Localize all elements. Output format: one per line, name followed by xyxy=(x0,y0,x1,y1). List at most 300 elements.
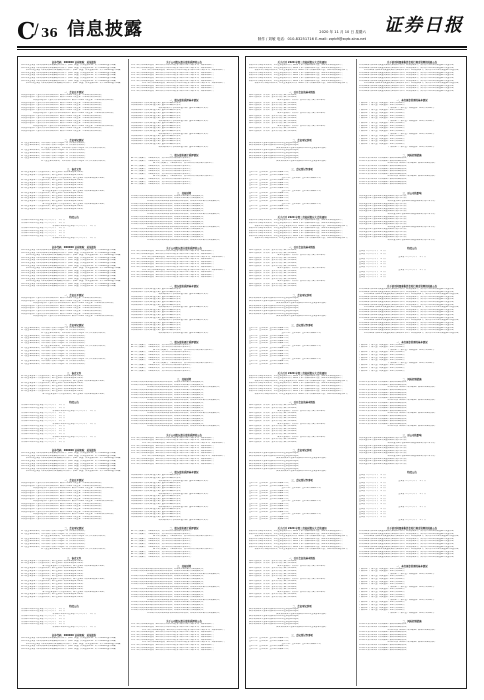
announcement-text-line: 第八届董事会第二十次会议决议；独立董事关于相关事项的独立意见。 xyxy=(42,379,106,382)
announcement-text-line: 股东大会届次、召集人、会议召开的合法合规性说明。 xyxy=(249,438,299,441)
announcement-text-line: 第八届董事会第二十次会议决议；独立董事关于相关事项的独立意见。 xyxy=(42,564,106,567)
announcement-heading: 二、会议审议情况 xyxy=(64,526,84,530)
announcement-text-line: 登记方式、登记时间、登记地点及联系方式。 xyxy=(249,363,291,366)
announcement-text-line: 某某股份有限公司董事会 二〇二〇年十一月十日 xyxy=(21,406,65,409)
announcement-heading: 一、会议召开情况 xyxy=(64,479,84,483)
announcement-heading: 一、召开会议的基本情况 xyxy=(288,556,316,560)
announcement-text-line: 公司于近日接到股东通知，获悉其所持有本公司的部分股份办理了质押业务，具体事项如下。 xyxy=(131,260,216,263)
announcement-text-line: 公司在确保不影响募集资金投资项目建设和正常生产经营的前提下，使用部分闲置募集资金进行现金管理。 xyxy=(363,548,461,551)
announcement-text-line: 股东大会届次、召集人、会议召开的合法合规性说明。 xyxy=(249,262,299,265)
announcement-text-line: 公司在确保不影响募集资金投资项目建设和正常生产经营的前提下，使用部分闲置募集资金进行现金管理。 xyxy=(359,324,456,327)
announcement-text-line: 本公司及董事会全体成员保证信息披露的内容真实、准确、完整，没有虚假记载、误导性陈述或重大遗漏。 xyxy=(21,454,118,457)
announcement-text-line: 登记方式、登记时间、登记地点及联系方式。 xyxy=(249,342,291,345)
announcement-text-line: 产品名称、产品类型、投资金额、起息日及到期日。 xyxy=(359,367,407,369)
announcement-text-line: 股东大会届次、召集人、会议召开的合法合规性说明。 xyxy=(249,101,299,104)
announcement-text-line: 本公司及董事会全体成员保证信息披露的内容真实、准确、完整，没有虚假记载、误导性陈述或重大遗漏。 xyxy=(21,249,118,252)
announcement-text-line: 提交本次股东大会审议的提案已经公司董事会审议通过。 xyxy=(249,312,301,315)
announcement-text-line: 提交本次股东大会审议的提案已经公司董事会审议通过。 xyxy=(249,309,301,312)
announcement-text-line: 公司将持续关注股东质押情况及质押风险情况，并按规定及时履行信息披露义务。 xyxy=(131,609,205,612)
announcement-text-line: 产品名称、产品类型、投资金额、起息日及到期日。 xyxy=(359,130,407,133)
announcement-text-line: 本次会议通知已于会议召开前以书面及电子邮件方式送达全体董事、监事和高级管理人员。 xyxy=(21,114,104,117)
announcement-text-line: 公司财务部门将及时分析和跟踪产品投向及进展情况。 xyxy=(359,159,409,162)
announcement-text-line: 经与会董事认真审议，以记名投票表决方式通过了以下议案并形成决议。 xyxy=(21,337,87,340)
announcement-heading: 一、会议召开情况 xyxy=(64,293,84,297)
announcement-text-line: 提交本次股东大会审议的提案已经公司董事会审议通过。 xyxy=(249,620,301,623)
announcement-text-line: 股东大会届次、召集人、会议召开的合法合规性说明。 xyxy=(249,414,299,417)
announcement-text-line: 根据公司章程的有关规定，公司董事会决定召开 2020 年第三次临时股东大会，现将有关事项通知如下。 xyxy=(249,532,344,535)
announcement-text-line: 本次质押股份不涉及负担重大资产重组等业绩补偿义务。 xyxy=(131,489,183,492)
announcement-text-line: 提交本次股东大会审议的提案已经公司董事会审议通过。 xyxy=(276,457,328,460)
announcement-text-line: 董事会 二〇二〇年十一月十日 xyxy=(359,263,387,266)
announcement-text-line: 登记方式、登记时间、登记地点及联系方式。 xyxy=(249,639,291,642)
announcement-text-line: 截至公告披露日，上述股东及其一致行动人所持质押股份情况如下。 xyxy=(131,157,193,160)
announcement-text-line: 董事会 二〇二〇年十一月十日 xyxy=(359,513,387,516)
announcement-text-line: 截至公告披露日，上述股东及其一致行动人所持质押股份情况如下。 xyxy=(131,351,193,354)
announcement-text-line: 产品名称、产品类型、投资金额、起息日及到期日。 xyxy=(359,369,407,372)
announcement-text-line: 本次会议通知已于会议召开前以书面及电子邮件方式送达全体董事、监事和高级管理人员。 xyxy=(21,106,104,109)
announcement-text-line: 公司财务部门将及时分析和跟踪产品投向及进展情况。 xyxy=(359,631,409,634)
announcement-text-line: 股东大会届次、召集人、会议召开的合法合规性说明。 xyxy=(249,419,299,422)
announcement-text-line: 公司在确保不影响募集资金投资项目建设和正常生产经营的前提下，使用部分闲置募集资金进行现金管理。 xyxy=(363,306,461,309)
announcement-text-line: 某某股份有限公司董事会 二〇二〇年十一月十日 xyxy=(21,427,65,430)
announcement-text-line: 董事会 二〇二〇年十一月十日 xyxy=(359,271,387,274)
announcement-text-line: 本次质押股份不涉及负担重大资产重组等业绩补偿义务。 xyxy=(158,106,210,109)
announcement-text-line: 本次质押股份不涉及负担重大资产重组等业绩补偿义务。 xyxy=(158,505,210,508)
announcement-text-line: 公司于近日接到股东通知，获悉其所持有本公司的部分股份办理了质押业务，具体事项如下。 xyxy=(131,649,216,652)
announcement-text-line: 董事会 二〇二〇年十一月十日 xyxy=(359,482,387,485)
announcement-text-line: 经与会董事认真审议，以记名投票表决方式通过了以下议案并形成决议。 xyxy=(21,352,87,355)
announcement-text-line: 根据公司章程的有关规定，公司董事会决定召开 2020 年第三次临时股东大会，现将有关事项通知如下。 xyxy=(249,387,344,390)
announcement-text-line: 公司财务部门将及时分析和跟踪产品投向及进展情况。 xyxy=(359,177,409,180)
announcement-text-line: 经与会董事认真审议，以记名投票表决方式通过了以下议案并形成决议。 xyxy=(41,535,107,538)
announcement-text-line: 产品名称、产品类型、投资金额、起息日及到期日。 xyxy=(388,611,436,614)
announcement-text-line: 公司于近日接到股东通知，获悉其所持有本公司的部分股份办理了质押业务，具体事项如下。 xyxy=(131,646,216,649)
announcement-text-line: 某某股份有限公司董事会 二〇二〇年十一月十日 xyxy=(21,234,65,237)
announcement-text-line: 产品名称、产品类型、投资金额、起息日及到期日。 xyxy=(359,583,407,586)
announcement-text-line: 公司将持续关注股东质押情况及质押风险情况，并按规定及时履行信息披露义务。 xyxy=(131,194,205,197)
announcement-text-line: 公司在确保不影响募集资金投资项目建设和正常生产经营的前提下，使用部分闲置募集资金进行现金管理。 xyxy=(359,311,456,314)
publication-date: 2020 年 11 月 10 日 星期六 xyxy=(319,30,366,34)
announcement-text-line: 根据公司章程的有关规定，公司董事会决定召开 2020 年第三次临时股东大会，现将有关事项通知如下。 xyxy=(249,66,344,69)
announcement-text-line: 产品名称、产品类型、投资金额、起息日及到期日。 xyxy=(359,354,407,357)
announcement-text-line: 本次质押股份不涉及负担重大资产重组等业绩补偿义务。 xyxy=(131,130,183,133)
announcement-text-line: 本次质押股份不涉及负担重大资产重组等业绩补偿义务。 xyxy=(131,508,183,511)
announcement-text-line: 公司在确保不影响募集资金投资项目建设和正常生产经营的前提下，使用部分闲置募集资金进行现金管理。 xyxy=(359,550,456,553)
announcement-text-line: 第八届董事会第二十次会议决议；独立董事关于相关事项的独立意见。 xyxy=(42,202,106,205)
announcement-text-line: 经与会董事认真审议，以记名投票表决方式通过了以下议案并形成决议。 xyxy=(21,360,87,363)
announcement-text-line: 本公司及董事会全体成员保证信息披露的内容真实、准确、完整，没有虚假记载、误导性陈述或重大遗漏。 xyxy=(21,465,118,468)
announcement-text-line: 公司将持续关注股东质押情况及质押风险情况，并按规定及时履行信息披露义务。 xyxy=(147,238,221,241)
announcement-text-line: 公司财务部门将及时分析和跟踪产品投向及进展情况。 xyxy=(359,170,409,173)
announcement-text-line: 公司于近日接到股东通知，获悉其所持有本公司的部分股份办理了质押业务，具体事项如下。 xyxy=(141,641,227,644)
announcement-text-line: 公司将持续关注股东质押情况及质押风险情况，并按规定及时履行信息披露义务。 xyxy=(131,570,205,573)
announcement-text-line: 公司财务部门将及时分析和跟踪产品投向及进展情况。 xyxy=(359,407,409,410)
block-spacer xyxy=(359,428,465,432)
announcement-text-line: 某某股份有限公司董事会 二〇二〇年十一月十日 xyxy=(21,615,65,618)
announcement-text-line: 公司将持续关注股东质押情况及质押风险情况，并按规定及时履行信息披露义务。 xyxy=(131,588,205,591)
announcement-text-line: 登记方式、登记时间、登记地点及联系方式。 xyxy=(249,489,291,492)
announcement-text-line: 董事会 二〇二〇年十一月十日 xyxy=(359,502,387,505)
announcement-text-line: 本次质押股份不涉及负担重大资产重组等业绩补偿义务。 xyxy=(131,140,183,143)
announcement-text-line: 经与会董事认真审议，以记名投票表决方式通过了以下议案并形成决议。 xyxy=(21,347,87,350)
announcement-text-line: 公司将持续关注股东质押情况及质押风险情况，并按规定及时履行信息披露义务。 xyxy=(131,210,205,213)
announcement-text-line: 公司财务部门将及时分析和跟踪产品投向及进展情况。 xyxy=(359,391,409,394)
announcement-text-line: 董事会 二〇二〇年十一月十日 xyxy=(359,497,387,500)
announcement-text-line: 登记方式、登记时间、登记地点及联系方式。 xyxy=(249,179,291,182)
announcement-text-line: 股东大会届次、召集人、会议召开的合法合规性说明。 xyxy=(249,567,299,570)
block-spacer xyxy=(359,279,465,283)
announcement-text-line: 本次质押股份不涉及负担重大资产重组等业绩补偿义务。 xyxy=(131,109,183,112)
announcement-text-line: 本次质押股份不涉及负担重大资产重组等业绩补偿义务。 xyxy=(131,326,183,329)
announcement-text-line: 公司将持续关注股东质押情况及质押风险情况，并按规定及时履行信息披露义务。 xyxy=(131,407,205,410)
announcement-text-line: 第八届董事会第二十次会议决议；独立董事关于相关事项的独立意见。 xyxy=(21,382,85,385)
announcement-heading: 一、股东股份质押基本情况 xyxy=(169,98,199,102)
announcement-text-line: 产品名称、产品类型、投资金额、起息日及到期日。 xyxy=(359,109,407,112)
announcement-text-line: 股东大会届次、召集人、会议召开的合法合规性说明。 xyxy=(277,254,327,257)
announcement-text-line: 公司将持续关注股东质押情况及质押风险情况，并按规定及时履行信息披露义务。 xyxy=(131,593,205,596)
announcement-text-line: 本次质押股份不涉及负担重大资产重组等业绩补偿义务。 xyxy=(131,295,183,298)
announcement-text-line: 产品名称、产品类型、投资金额、起息日及到期日。 xyxy=(359,143,407,146)
announcement-text-line: 根据公司章程的有关规定，公司董事会决定召开 2020 年第三次临时股东大会，现将有关事项通知如下。 xyxy=(249,390,344,393)
announcement-text-line: 本次会议通知已于会议召开前以书面及电子邮件方式送达全体董事、监事和高级管理人员。 xyxy=(21,122,104,125)
announcement-text-line: 公司于近日接到股东通知，获悉其所持有本公司的部分股份办理了质押业务，具体事项如下。 xyxy=(131,625,216,628)
announcement-heading: 证券代码：000000 证券简称：某某股份 xyxy=(51,449,97,453)
announcement-text-line: 第八届董事会第二十次会议决议；独立董事关于相关事项的独立意见。 xyxy=(21,174,85,176)
announcement-text-line: 公司将持续关注股东质押情况及质押风险情况，并按规定及时履行信息披露义务。 xyxy=(131,575,205,578)
announcement-text-line: 公司于近日接到股东通知，获悉其所持有本公司的部分股份办理了质押业务，具体事项如下。 xyxy=(131,76,216,79)
announcement-text-line: 根据公司章程的有关规定，公司董事会决定召开 2020 年第三次临时股东大会，现将有关事项通知如下。 xyxy=(254,237,350,240)
block-spacer xyxy=(21,133,127,137)
announcement-text-line: 公司于近日接到股东通知，获悉其所持有本公司的部分股份办理了质押业务，具体事项如下。 xyxy=(131,263,216,266)
announcement-text-line: 股东大会届次、召集人、会议召开的合法合规性说明。 xyxy=(249,404,299,407)
announcement-heading: 二、会议审议事项 xyxy=(292,449,312,453)
announcement-text-line: 登记方式、登记时间、登记地点及联系方式。 xyxy=(249,337,291,340)
announcement-text-line: 股东大会届次、召集人、会议召开的合法合规性说明。 xyxy=(277,435,327,438)
announcement-text-line: 公司财务部门将及时分析和跟踪产品投向及进展情况。 xyxy=(387,162,437,165)
announcement-text-line: 本次会议通知已于会议召开前以书面及电子邮件方式送达全体董事、监事和高级管理人员。 xyxy=(32,111,115,114)
announcement-text-line: 本次质押股份不涉及负担重大资产重组等业绩补偿义务。 xyxy=(131,135,183,138)
announcement-text-line: 产品名称、产品类型、投资金额、起息日及到期日。 xyxy=(359,570,407,573)
announcement-text-line: 第八届董事会第二十次会议决议；独立董事关于相关事项的独立意见。 xyxy=(21,596,85,598)
announcement-text-line: 本次会议通知已于会议召开前以书面及电子邮件方式送达全体董事、监事和高级管理人员。 xyxy=(21,104,104,107)
announcement-text-line: 本次现金管理不会影响募集资金投资项目的正常开展。 xyxy=(359,218,409,221)
announcement-text-line: 本次质押股份不涉及负担重大资产重组等业绩补偿义务。 xyxy=(158,479,210,482)
announcement-text-line: 公司于近日接到股东通知，获悉其所持有本公司的部分股份办理了质押业务，具体事项如下。 xyxy=(131,638,216,641)
block-spacer xyxy=(131,428,237,432)
announcement-text-line: 截至公告披露日，上述股东及其一致行动人所持质押股份情况如下。 xyxy=(131,177,193,180)
announcement-text-line: 根据公司章程的有关规定，公司董事会决定召开 2020 年第三次临时股东大会，现将有关事项通知如下。 xyxy=(254,535,350,538)
announcement-text-line: 股东大会届次、召集人、会议召开的合法合规性说明。 xyxy=(249,275,299,277)
announcement-text-line: 产品名称、产品类型、投资金额、起息日及到期日。 xyxy=(359,124,407,127)
announcement-text-line: 经与会董事认真审议，以记名投票表决方式通过了以下议案并形成决议。 xyxy=(21,355,87,358)
announcement-text-line: 登记方式、登记时间、登记地点及联系方式。 xyxy=(249,645,291,648)
announcement-text-line: 公司于近日接到股东通知，获悉其所持有本公司的部分股份办理了质押业务，具体事项如下。 xyxy=(131,273,216,276)
announcement-text-line: 本公司及董事会全体成员保证信息披露的内容真实、准确、完整，没有虚假记载、误导性陈述或重大遗漏。 xyxy=(25,457,123,460)
section-letter: C xyxy=(17,18,36,45)
announcement-text-line: 公司财务部门将及时分析和跟踪产品投向及进展情况。 xyxy=(359,381,409,384)
announcement-text-line: 董事会 二〇二〇年十一月十日 xyxy=(359,489,387,492)
announcement-text-line: 经与会董事认真审议，以记名投票表决方式通过了以下议案并形成决议。 xyxy=(21,363,87,366)
announcement-text-line: 本次质押股份不涉及负担重大资产重组等业绩补偿义务。 xyxy=(131,329,183,332)
announcement-heading: 关于召开 2020 年第三次临时股东大会的通知 xyxy=(277,61,327,64)
announcement-text-line: 公司于近日接到股东通知，获悉其所持有本公司的部分股份办理了质押业务，具体事项如下。 xyxy=(131,623,216,626)
announcement-text-line: 公司将持续关注股东质押情况及质押风险情况，并按规定及时履行信息披露义务。 xyxy=(131,578,205,580)
announcement-text-line: 本次现金管理不会影响募集资金投资项目的正常开展。 xyxy=(387,212,437,215)
announcement-text-line: 公司将持续关注股东质押情况及质押风险情况，并按规定及时履行信息披露义务。 xyxy=(131,422,205,425)
announcement-text-line: 经与会董事认真审议，以记名投票表决方式通过了以下议案并形成决议。 xyxy=(41,344,107,347)
announcement-text-line: 董事会 二〇二〇年十一月十日 xyxy=(398,505,426,508)
announcement-text-line: 公司将持续关注股东质押情况及质押风险情况，并按规定及时履行信息披露义务。 xyxy=(131,220,205,223)
announcement-text-line: 第八届董事会第二十次会议决议；独立董事关于相关事项的独立意见。 xyxy=(21,385,85,387)
announcement-heading: 特此公告 xyxy=(69,216,79,220)
announcement-text-line: 截至公告披露日，上述股东及其一致行动人所持质押股份情况如下。 xyxy=(131,550,193,553)
announcement-text-line: 公司于近日接到股东通知，获悉其所持有本公司的部分股份办理了质押业务，具体事项如下。 xyxy=(131,436,216,439)
announcement-text-line: 截至公告披露日，上述股东及其一致行动人所持质押股份情况如下。 xyxy=(131,359,193,362)
announcement-heading: 一、本次现金管理的基本情况 xyxy=(396,340,428,344)
announcement-text-line: 公司于近日接到股东通知，获悉其所持有本公司的部分股份办理了质押业务，具体事项如下。 xyxy=(141,268,227,271)
column-divider xyxy=(356,59,357,686)
announcement-text-line: 提交本次股东大会审议的提案已经公司董事会审议通过。 xyxy=(249,610,301,613)
announcement-text-line: 公司在确保不影响募集资金投资项目建设和正常生产经营的前提下，使用部分闲置募集资金进行现金管理。 xyxy=(359,530,456,533)
announcement-text-line: 产品名称、产品类型、投资金额、起息日及到期日。 xyxy=(359,122,407,125)
announcement-heading: 二、股东股份累计质押情况 xyxy=(169,340,199,344)
announcement-text-line: 某某股份有限公司董事会 二〇二〇年十一月十日 xyxy=(52,224,96,227)
announcement-text-line: 本公司及董事会全体成员保证信息披露的内容真实、准确、完整，没有虚假记载、误导性陈述或重大遗漏。 xyxy=(25,69,123,72)
announcement-text-line: 某某股份有限公司董事会 二〇二〇年十一月十日 xyxy=(21,221,65,224)
announcement-text-line: 本公司及董事会全体成员保证信息披露的内容真实、准确、完整，没有虚假记载、误导性陈述或重大遗漏。 xyxy=(21,647,118,650)
announcement-text-line: 登记方式、登记时间、登记地点及联系方式。 xyxy=(249,637,291,640)
announcement-text-line: 经与会董事认真审议，以记名投票表决方式通过了以下议案并形成决议。 xyxy=(41,159,107,162)
announcement-heading: 三、备查文件 xyxy=(66,371,82,375)
announcement-text-line: 根据公司章程的有关规定，公司董事会决定召开 2020 年第三次临时股东大会，现将有关事项通知如下。 xyxy=(249,79,344,82)
announcement-text-line: 本次质押股份不涉及负担重大资产重组等业绩补偿义务。 xyxy=(131,311,183,314)
announcement-text-line: 登记方式、登记时间、登记地点及联系方式。 xyxy=(281,642,323,645)
block-spacer xyxy=(21,85,127,89)
announcement-text-line: 公司在确保不影响募集资金投资项目建设和正常生产经营的前提下，使用部分闲置募集资金进行现金管理。 xyxy=(359,308,456,311)
announcement-text-line: 根据公司章程的有关规定，公司董事会决定召开 2020 年第三次临时股东大会，现将有关事项通知如下。 xyxy=(249,221,344,224)
announcement-text-line: 公司在确保不影响募集资金投资项目建设和正常生产经营的前提下，使用部分闲置募集资金进行现金管理。 xyxy=(359,298,456,301)
announcement-text-line: 董事会 二〇二〇年十一月十日 xyxy=(359,260,387,263)
announcement-text-line: 公司将持续关注股东质押情况及质押风险情况，并按规定及时履行信息披露义务。 xyxy=(131,381,205,384)
announcement-text-line: 公司将持续关注股东质押情况及质押风险情况，并按规定及时履行信息披露义务。 xyxy=(131,404,205,407)
announcement-text-line: 截至公告披露日，上述股东及其一致行动人所持质押股份情况如下。 xyxy=(131,167,193,170)
announcement-text-line: 股东大会届次、召集人、会议召开的合法合规性说明。 xyxy=(249,96,299,99)
announcement-text-line: 公司于近日接到股东通知，获悉其所持有本公司的部分股份办理了质押业务，具体事项如下。 xyxy=(131,258,216,261)
announcement-text-line: 本次现金管理不会影响募集资金投资项目的正常开展。 xyxy=(359,231,409,234)
block-spacer xyxy=(249,599,355,603)
announcement-text-line: 产品名称、产品类型、投资金额、起息日及到期日。 xyxy=(359,356,407,359)
announcement-text-line: 股东大会届次、召集人、会议召开的合法合规性说明。 xyxy=(249,272,299,275)
announcement-text-line: 产品名称、产品类型、投资金额、起息日及到期日。 xyxy=(359,351,407,354)
announcement-text-line: 股东大会届次、召集人、会议召开的合法合规性说明。 xyxy=(249,104,299,107)
announcement-text-line: 董事会 二〇二〇年十一月十日 xyxy=(398,492,426,495)
announcement-text-line: 董事会 二〇二〇年十一月十日 xyxy=(359,474,387,477)
block-spacer xyxy=(249,288,355,292)
announcement-text-line: 经与会董事认真审议，以记名投票表决方式通过了以下议案并形成决议。 xyxy=(21,537,87,540)
announcement-heading: 三、会议登记等事项 xyxy=(291,168,313,172)
announcement-text-line: 公司在确保不影响募集资金投资项目建设和正常生产经营的前提下，使用部分闲置募集资金进行现金管理。 xyxy=(359,287,456,290)
announcement-text-line: 第八届董事会第二十次会议决议；独立董事关于相关事项的独立意见。 xyxy=(21,387,85,390)
announcement-text-line: 第八届董事会第二十次会议决议；独立董事关于相关事项的独立意见。 xyxy=(21,205,85,208)
announcement-text-line: 截至公告披露日，上述股东及其一致行动人所持质押股份情况如下。 xyxy=(131,159,193,162)
announcement-text-line: 公司财务部门将及时分析和跟踪产品投向及进展情况。 xyxy=(359,422,409,425)
block-spacer xyxy=(131,186,237,190)
announcement-text-line: 提交本次股东大会审议的提案已经公司董事会审议通过。 xyxy=(249,157,301,160)
announcement-text-line: 公司于近日接到股东通知，获悉其所持有本公司的部分股份办理了质押业务，具体事项如下。 xyxy=(141,628,227,631)
announcement-text-line: 董事会 二〇二〇年十一月十日 xyxy=(359,495,387,498)
announcement-text-line: 公司在确保不影响募集资金投资项目建设和正常生产经营的前提下，使用部分闲置募集资金进行现金管理。 xyxy=(359,66,456,69)
announcement-text-line: 登记方式、登记时间、登记地点及联系方式。 xyxy=(249,207,291,210)
announcement-text-line: 第八届董事会第二十次会议决议；独立董事关于相关事项的独立意见。 xyxy=(21,559,85,562)
announcement-text-line: 本次质押股份不涉及负担重大资产重组等业绩补偿义务。 xyxy=(131,111,183,114)
announcement-text-line: 公司于近日接到股东通知，获悉其所持有本公司的部分股份办理了质押业务，具体事项如下。 xyxy=(131,462,216,465)
announcement-text-line: 公司财务部门将及时分析和跟踪产品投向及进展情况。 xyxy=(359,172,409,175)
announcement-text-line: 第八届董事会第二十次会议决议；独立董事关于相关事项的独立意见。 xyxy=(21,562,85,565)
announcement-text-line: 根据公司章程的有关规定，公司董事会决定召开 2020 年第三次临时股东大会，现将有关事项通知如下。 xyxy=(249,229,344,232)
announcement-text-line: 本次现金管理不会影响募集资金投资项目的正常开展。 xyxy=(359,215,409,218)
block-spacer xyxy=(249,240,355,244)
announcement-heading: 二、风险控制措施 xyxy=(402,154,422,158)
announcement-text-line: 股东大会届次、召集人、会议召开的合法合规性说明。 xyxy=(249,264,299,267)
announcement-text-line: 登记方式、登记时间、登记地点及联系方式。 xyxy=(249,510,291,513)
announcement-text-line: 董事会 二〇二〇年十一月十日 xyxy=(359,487,387,490)
announcement-text-line: 股东大会届次、召集人、会议召开的合法合规性说明。 xyxy=(249,559,299,562)
announcement-text-line: 经与会董事认真审议，以记名投票表决方式通过了以下议案并形成决议。 xyxy=(21,545,87,548)
announcement-text-line: 公司将持续关注股东质押情况及质押风险情况，并按规定及时履行信息披露义务。 xyxy=(147,199,221,202)
announcement-text-line: 公司于近日接到股东通知，获悉其所持有本公司的部分股份办理了质押业务，具体事项如下。 xyxy=(131,447,216,450)
announcement-text-line: 公司在确保不影响募集资金投资项目建设和正常生产经营的前提下，使用部分闲置募集资金进行现金管理。 xyxy=(359,543,456,546)
announcement-text-line: 本公司及董事会全体成员保证信息披露的内容真实、准确、完整，没有虚假记载、误导性陈述或重大遗漏。 xyxy=(21,71,118,74)
announcement-text-line: 截至公告披露日，上述股东及其一致行动人所持质押股份情况如下。 xyxy=(131,183,193,186)
announcement-text-line: 公司财务部门将及时分析和跟踪产品投向及进展情况。 xyxy=(387,386,437,389)
announcement-text-line: 本公司及董事会全体成员保证信息披露的内容真实、准确、完整，没有虚假记载、误导性陈述或重大遗漏。 xyxy=(21,277,118,280)
announcement-text-line: 公司在确保不影响募集资金投资项目建设和正常生产经营的前提下，使用部分闲置募集资金进行现金管理。 xyxy=(359,300,456,303)
announcement-text-line: 股东大会届次、召集人、会议召开的合法合规性说明。 xyxy=(249,588,299,591)
announcement-text-line: 公司财务部门将及时分析和跟踪产品投向及进展情况。 xyxy=(359,180,409,183)
block-spacer xyxy=(21,521,127,525)
announcement-text-line: 本次质押股份不涉及负担重大资产重组等业绩补偿义务。 xyxy=(131,114,183,117)
announcement-text-line: 股东大会届次、召集人、会议召开的合法合规性说明。 xyxy=(277,124,327,127)
announcement-text-line: 公司财务部门将及时分析和跟踪产品投向及进展情况。 xyxy=(359,165,409,167)
announcement-text-line: 本次质押股份不涉及负担重大资产重组等业绩补偿义务。 xyxy=(131,502,183,505)
announcement-text-line: 公司在确保不影响募集资金投资项目建设和正常生产经营的前提下，使用部分闲置募集资金进行现金管理。 xyxy=(359,326,456,329)
announcement-text-line: 根据公司章程的有关规定，公司董事会决定召开 2020 年第三次临时股东大会，现将有关事项通知如下。 xyxy=(249,540,344,543)
announcement-text-line: 本公司及董事会全体成员保证信息披露的内容真实、准确、完整，没有虚假记载、误导性陈述或重大遗漏。 xyxy=(21,259,118,262)
block-spacer xyxy=(21,240,127,244)
newspaper-logo: 证券日报 xyxy=(384,15,464,36)
announcement-text-line: 公司将持续关注股东质押情况及质押风险情况，并按规定及时履行信息披露义务。 xyxy=(147,225,221,228)
announcement-text-line: 股东大会届次、召集人、会议召开的合法合规性说明。 xyxy=(249,596,299,598)
announcement-text-line: 公司在确保不影响募集资金投资项目建设和正常生产经营的前提下，使用部分闲置募集资金进行现金管理。 xyxy=(359,545,456,548)
announcement-text-line: 登记方式、登记时间、登记地点及联系方式。 xyxy=(249,518,291,521)
announcement-text-line: 某某股份有限公司董事会 二〇二〇年十一月十日 xyxy=(21,219,65,222)
announcement-text-line: 公司于近日接到股东通知，获悉其所持有本公司的部分股份办理了质押业务，具体事项如下。 xyxy=(131,633,216,636)
announcement-text-line: 某某股份有限公司董事会 二〇二〇年十一月十日 xyxy=(21,438,65,441)
announcement-text-line: 经与会董事认真审议，以记名投票表决方式通过了以下议案并形成决议。 xyxy=(21,334,87,337)
announcement-text-line: 经与会董事认真审议，以记名投票表决方式通过了以下议案并形成决议。 xyxy=(21,149,87,152)
announcement-text-line: 公司财务部门将及时分析和跟踪产品投向及进展情况。 xyxy=(387,412,437,415)
announcement-text-line: 登记方式、登记时间、登记地点及联系方式。 xyxy=(281,189,323,192)
announcement-text-line: 公司将持续关注股东质押情况及质押风险情况，并按规定及时履行信息披露义务。 xyxy=(131,394,205,397)
announcement-text-line: 登记方式、登记时间、登记地点及联系方式。 xyxy=(249,495,291,497)
announcement-text-line: 本次会议通知已于会议召开前以书面及电子邮件方式送达全体董事、监事和高级管理人员。 xyxy=(21,130,104,133)
announcement-text-line: 公司在确保不影响募集资金投资项目建设和正常生产经营的前提下，使用部分闲置募集资金进行现金管理。 xyxy=(359,64,456,66)
announcement-text-line: 董事会 二〇二〇年十一月十日 xyxy=(359,515,387,518)
announcement-heading: 三、其他说明 xyxy=(176,191,192,195)
announcement-text-line: 公司财务部门将及时分析和跟踪产品投向及进展情况。 xyxy=(359,157,409,160)
announcement-text-line: 第八届董事会第二十次会议决议；独立董事关于相关事项的独立意见。 xyxy=(21,199,85,202)
announcement-text-line: 登记方式、登记时间、登记地点及联系方式。 xyxy=(249,205,291,208)
announcement-text-line: 本公司及董事会全体成员保证信息披露的内容真实、准确、完整，没有虚假记载、误导性陈述或重大遗漏。 xyxy=(21,272,118,275)
announcement-text-line: 截至公告披露日，上述股东及其一致行动人所持质押股份情况如下。 xyxy=(131,165,193,167)
announcement-text-line: 经与会董事认真审议，以记名投票表决方式通过了以下议案并形成决议。 xyxy=(21,532,87,535)
announcement-text-line: 股东大会届次、召集人、会议召开的合法合规性说明。 xyxy=(249,585,299,588)
announcement-text-line: 本次会议通知已于会议召开前以书面及电子邮件方式送达全体董事、监事和高级管理人员。 xyxy=(21,117,104,120)
announcement-text-line: 公司将持续关注股东质押情况及质押风险情况，并按规定及时履行信息披露义务。 xyxy=(131,388,205,391)
announcement-text-line: 产品名称、产品类型、投资金额、起息日及到期日。 xyxy=(359,578,407,580)
announcement-text-line: 登记方式、登记时间、登记地点及联系方式。 xyxy=(249,484,291,487)
announcement-text-line: 公司在确保不影响募集资金投资项目建设和正常生产经营的前提下，使用部分闲置募集资金进行现金管理。 xyxy=(363,319,461,322)
announcement-text-line: 公司财务部门将及时分析和跟踪产品投向及进展情况。 xyxy=(359,388,409,391)
announcement-heading: 三、会议登记等事项 xyxy=(291,479,313,483)
announcement-text-line: 公司于近日接到股东通知，获悉其所持有本公司的部分股份办理了质押业务，具体事项如下。 xyxy=(131,644,216,647)
announcement-text-line: 公司财务部门将及时分析和跟踪产品投向及进展情况。 xyxy=(359,644,409,647)
announcement-text-line: 登记方式、登记时间、登记地点及联系方式。 xyxy=(249,352,291,355)
announcement-text-line: 本次会议通知已于会议召开前以书面及电子邮件方式送达全体董事、监事和高级管理人员。 xyxy=(21,505,104,508)
announcement-heading: 一、本次现金管理的基本情况 xyxy=(396,564,428,568)
announcement-text-line: 公司在确保不影响募集资金投资项目建设和正常生产经营的前提下，使用部分闲置募集资金进行现金管理。 xyxy=(359,84,456,87)
announcement-text-line: 第八届董事会第二十次会议决议；独立董事关于相关事项的独立意见。 xyxy=(42,577,106,580)
announcement-text-line: 第八届董事会第二十次会议决议；独立董事关于相关事项的独立意见。 xyxy=(21,194,85,197)
announcement-text-line: 提交本次股东大会审议的提案已经公司董事会审议通过。 xyxy=(249,607,301,610)
announcement-text-line: 公司将持续关注股东质押情况及质押风险情况，并按规定及时履行信息披露义务。 xyxy=(131,417,205,420)
announcement-heading: 一、召开会议的基本情况 xyxy=(288,401,316,405)
announcement-text-line: 登记方式、登记时间、登记地点及联系方式。 xyxy=(249,647,291,650)
announcement-text-line: 本公司及董事会全体成员保证信息披露的内容真实、准确、完整，没有虚假记载、误导性陈述或重大遗漏。 xyxy=(21,256,118,259)
announcement-text-line: 经与会董事认真审议，以记名投票表决方式通过了以下议案并形成决议。 xyxy=(21,152,87,155)
block-spacer xyxy=(21,288,127,292)
announcement-heading: 特此公告 xyxy=(69,604,79,608)
announcement-text-line: 产品名称、产品类型、投资金额、起息日及到期日。 xyxy=(359,343,407,346)
announcement-text-line: 某某股份有限公司董事会 二〇二〇年十一月十日 xyxy=(21,610,65,613)
announcement-text-line: 某某股份有限公司董事会 二〇二〇年十一月十日 xyxy=(21,430,65,433)
announcement-text-line: 本次现金管理不会影响募集资金投资项目的正常开展。 xyxy=(359,449,409,452)
announcement-text-line: 股东大会届次、召集人、会议召开的合法合规性说明。 xyxy=(249,417,299,420)
announcement-text-line: 董事会 二〇二〇年十一月十日 xyxy=(359,477,387,479)
announcement-text-line: 截至公告披露日，上述股东及其一致行动人所持质押股份情况如下。 xyxy=(131,532,193,535)
announcement-text-line: 经与会董事认真审议，以记名投票表决方式通过了以下议案并形成决议。 xyxy=(21,342,87,345)
announcement-text-line: 股东大会届次、召集人、会议召开的合法合规性说明。 xyxy=(249,117,299,120)
announcement-text-line: 本次质押股份不涉及负担重大资产重组等业绩补偿义务。 xyxy=(158,306,210,309)
announcement-text-line: 根据公司章程的有关规定，公司董事会决定召开 2020 年第三次临时股东大会，现将有关事项通知如下。 xyxy=(249,374,344,377)
announcement-text-line: 提交本次股东大会审议的提案已经公司董事会审议通过。 xyxy=(276,146,328,149)
announcement-text-line: 公司在确保不影响募集资金投资项目建设和正常生产经营的前提下，使用部分闲置募集资金进行现金管理。 xyxy=(363,82,461,85)
announcement-text-line: 本次会议通知已于会议召开前以书面及电子邮件方式送达全体董事、监事和高级管理人员。 xyxy=(32,500,115,503)
left-column-1 xyxy=(21,59,127,686)
announcement-text-line: 提交本次股东大会审议的提案已经公司董事会审议通过。 xyxy=(249,615,301,618)
announcement-text-line: 股东大会届次、召集人、会议召开的合法合规性说明。 xyxy=(249,427,299,430)
announcement-text-line: 本次质押股份不涉及负担重大资产重组等业绩补偿义务。 xyxy=(158,145,210,148)
announcement-text-line: 某某股份有限公司董事会 二〇二〇年十一月十日 xyxy=(21,617,65,620)
announcement-text-line: 经与会董事认真审议，以记名投票表决方式通过了以下议案并形成决议。 xyxy=(21,157,87,160)
announcement-text-line: 公司将持续关注股东质押情况及质押风险情况，并按规定及时履行信息披露义务。 xyxy=(131,223,205,226)
block-spacer xyxy=(359,93,465,97)
announcement-text-line: 本次现金管理不会影响募集资金投资项目的正常开展。 xyxy=(359,228,409,231)
announcement-text-line: 登记方式、登记时间、登记地点及联系方式。 xyxy=(249,497,291,500)
announcement-heading: 关于公司股东部分股份质押的公告 xyxy=(166,433,202,437)
announcement-text-line: 提交本次股东大会审议的提案已经公司董事会审议通过。 xyxy=(249,462,301,465)
announcement-text-line: 第八届董事会第二十次会议决议；独立董事关于相关事项的独立意见。 xyxy=(42,189,106,192)
